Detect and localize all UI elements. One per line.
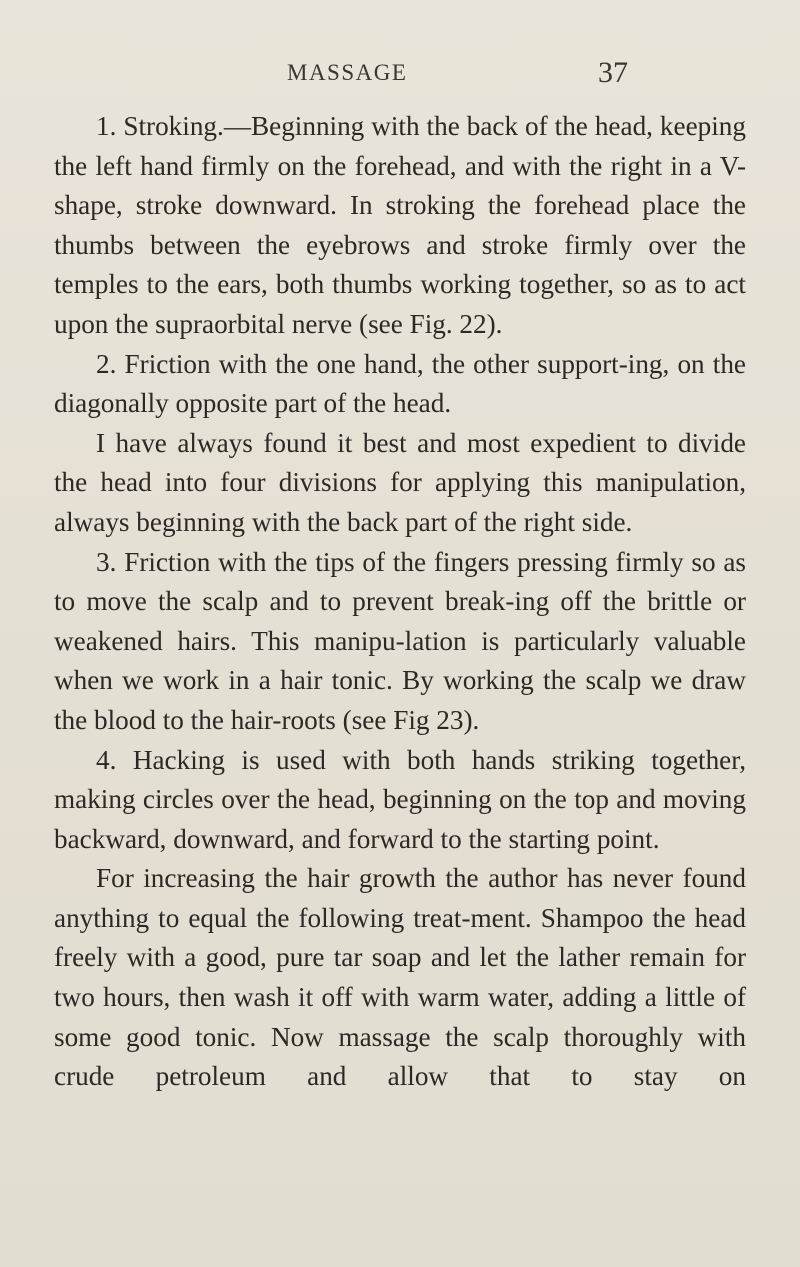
paragraph-head-divisions: I have always found it best and most expedient to divide the head into four divisions for applying this manipulation, always beginning with the back part of the right side. (54, 427, 746, 537)
paragraph-hair-growth: For increasing the hair growth the author has never found anything to equal the following treat-ment. Shampoo the head freely with a good, pure tar soap and let the lather remain for two hours, then wash it off with warm water, adding a little of some good tonic. Now massage the scalp thoroughly with crude petroleum and allow that to stay on (54, 863, 746, 1092)
body-text (54, 107, 746, 1097)
page-header (0, 52, 800, 92)
page-number: 37 (598, 56, 628, 89)
paragraph-hacking: 4. Hacking is used with both hands striking together, making circles over the head, beginning on the top and moving backward, downward, and forward to the starting point. (54, 744, 746, 854)
paragraph-friction-fingertips: 3. Friction with the tips of the fingers pressing firmly so as to move the scalp and to prevent break-ing off the brittle or weakened hairs. This manipu-lation is particularly valuable when we work in a hair tonic. By working the scalp we draw the blood to the hair-roots (see Fig 23). (54, 546, 746, 735)
paragraph-stroking: 1. Stroking.—Beginning with the back of the head, keeping the left hand firmly on the forehead, and with the right in a V-shape, stroke downward. In stroking the forehead place the thumbs between the eyebrows and stroke firmly over the temples to the ears, both thumbs working together, so as to act upon the supraorbital nerve (see Fig. 22). (54, 111, 746, 339)
paragraph-friction-one-hand: 2. Friction with the one hand, the other support-ing, on the diagonally opposite part of the head. (54, 348, 746, 419)
running-head: MASSAGE (287, 60, 408, 85)
